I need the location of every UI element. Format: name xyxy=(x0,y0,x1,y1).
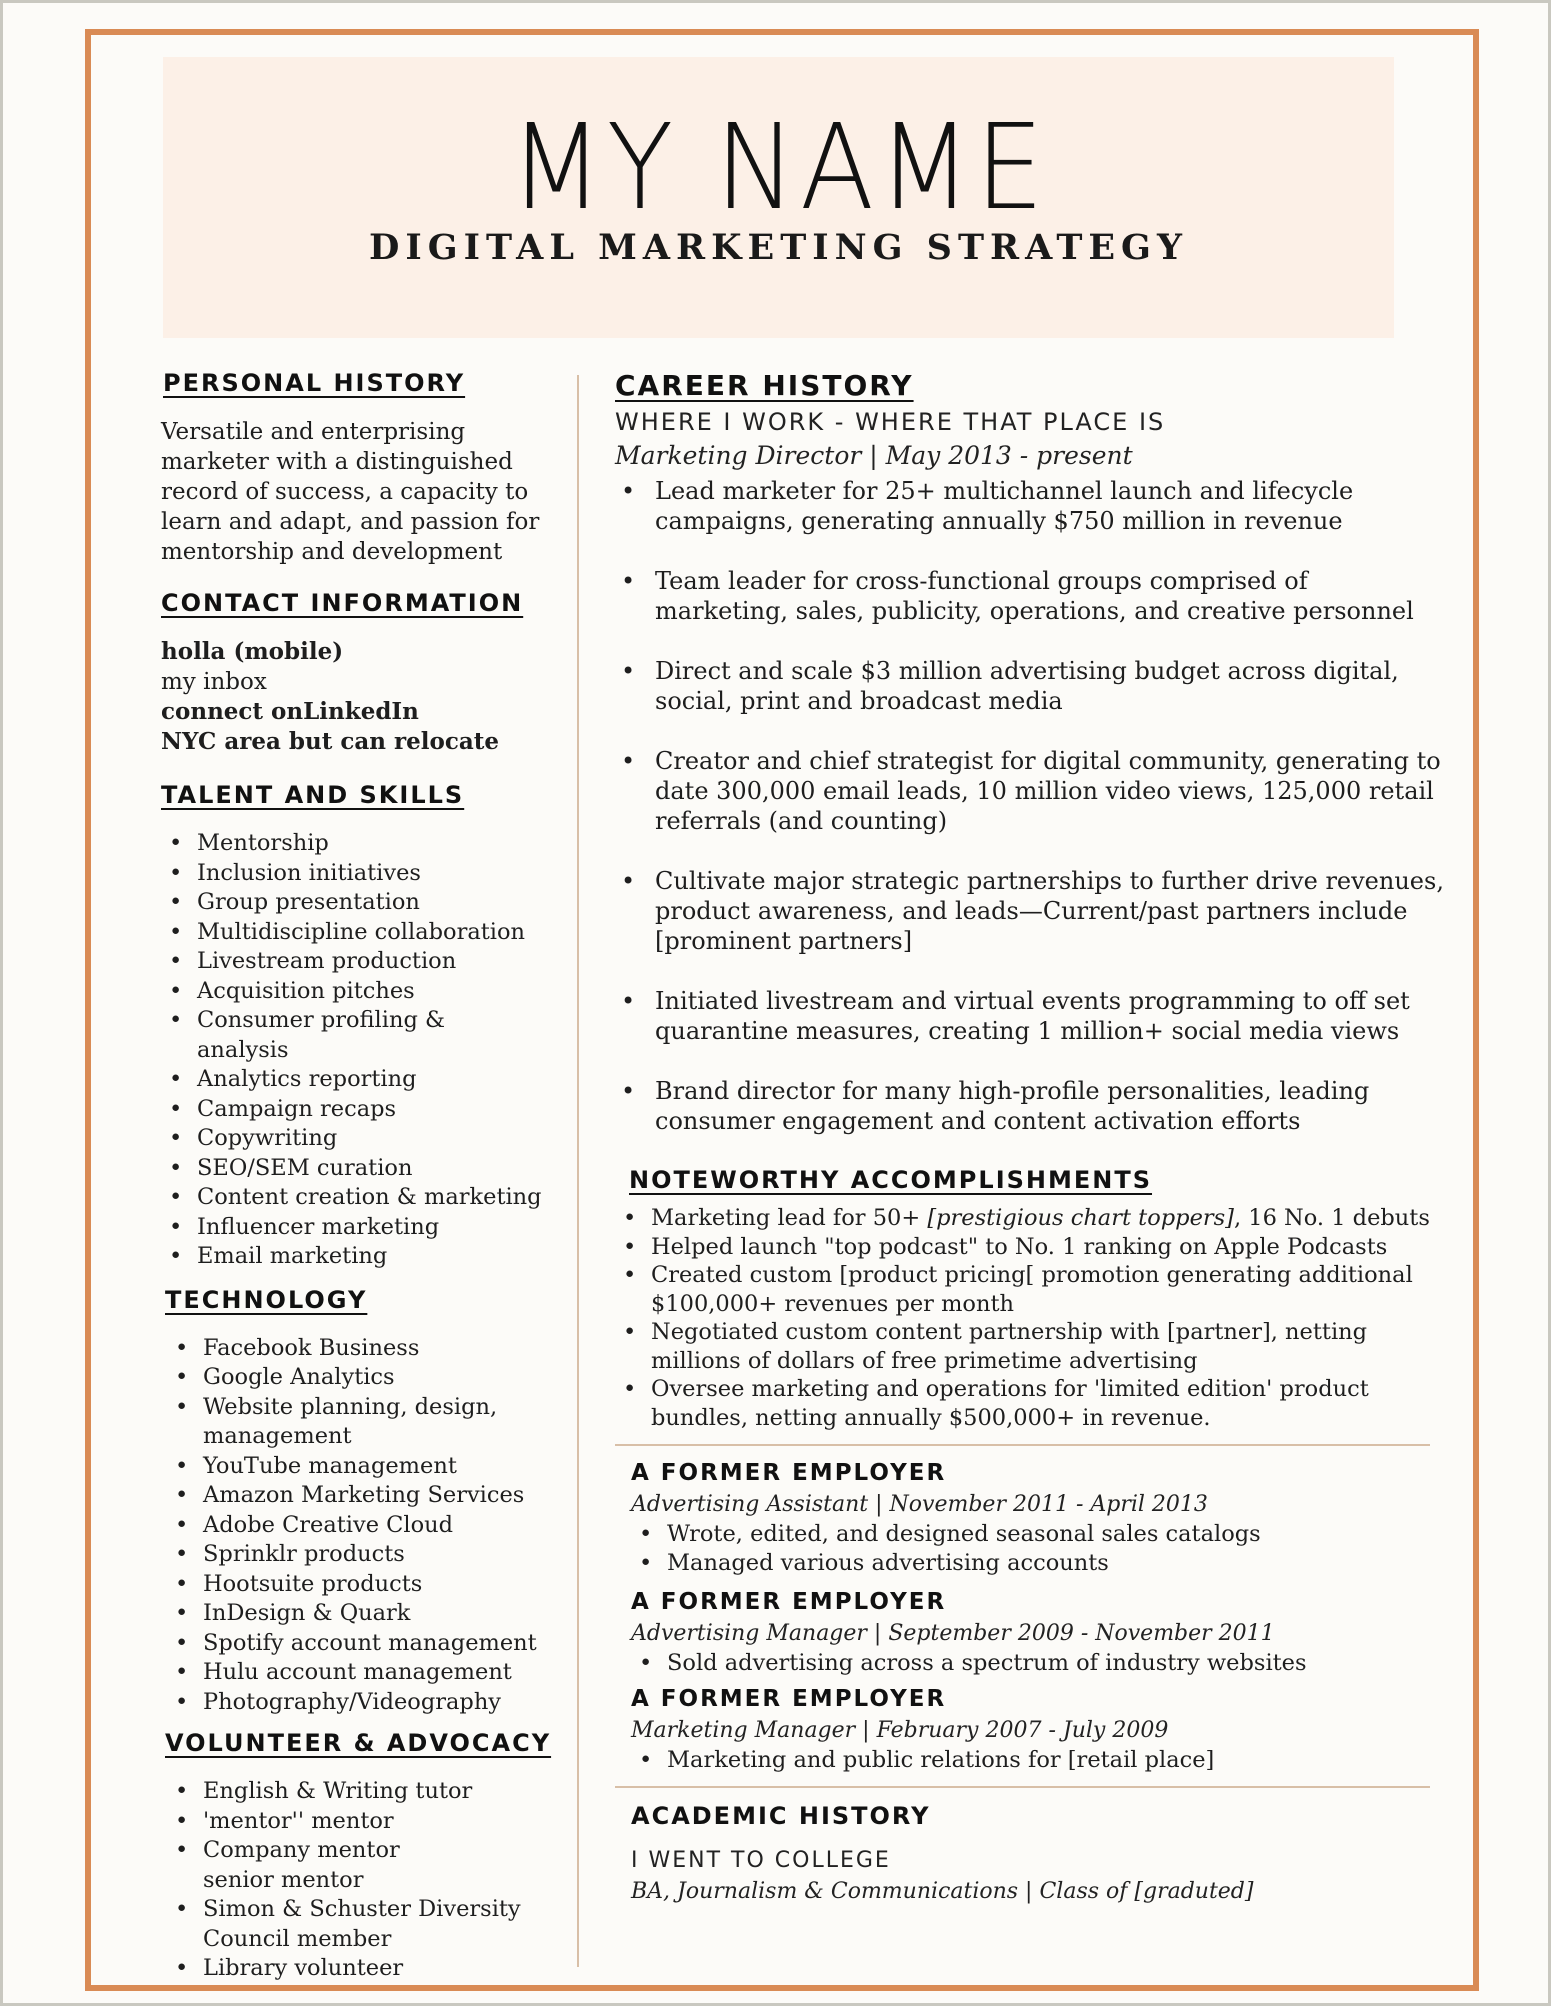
list-item: • Website planning, design, management xyxy=(167,1393,507,1452)
list-item: • InDesign & Quark xyxy=(167,1599,571,1629)
former-employer-2: A FORMER EMPLOYER xyxy=(631,1589,947,1615)
list-item: • Spotify account management xyxy=(167,1629,571,1659)
accomplishment-emphasis: [prestigious chart toppers] xyxy=(927,1205,1234,1231)
former-role-1-bullets xyxy=(631,1520,1447,1577)
list-item: • Amazon Marketing Services xyxy=(167,1481,571,1511)
header-banner xyxy=(163,57,1394,338)
list-item: • Simon & Schuster Diversity Council member xyxy=(167,1895,537,1954)
degree: BA, Journalism & Communications | Class of [graduted] xyxy=(631,1879,1254,1904)
list-item: • Sprinklr products xyxy=(167,1540,571,1570)
list-item: • Mentorship xyxy=(161,829,571,859)
list-item: • Initiated livestream and virtual events programming to off set quarantine measures, creating 1 million+ social media views xyxy=(615,986,1447,1046)
list-item: • Acquisition pitches xyxy=(161,977,571,1007)
list-item: • Cultivate major strategic partnerships to further drive revenues, product awareness, and leads—Current/past partners include [prominent partners] xyxy=(615,866,1447,956)
accomplishment-text: , 16 No. 1 debuts xyxy=(1233,1205,1430,1231)
list-item: • Lead marketer for 25+ multichannel launch and lifecycle campaigns, generating annually $750 million in revenue xyxy=(615,476,1447,536)
list-item: • Brand director for many high-profile personalities, leading consumer engagement and content activation efforts xyxy=(615,1076,1447,1136)
skills-heading: TALENT AND SKILLS xyxy=(161,781,465,809)
list-item xyxy=(615,1204,1447,1233)
list-item: • Library volunteer xyxy=(167,1954,571,1984)
list-item: • Content creation & marketing xyxy=(161,1183,571,1213)
list-item: • Email marketing xyxy=(161,1242,571,1272)
left-column xyxy=(161,369,571,1984)
list-item: • Company mentor senior mentor xyxy=(167,1836,417,1895)
former-employer-3: A FORMER EMPLOYER xyxy=(631,1685,947,1712)
list-item: • Helped launch "top podcast" to No. 1 ranking on Apple Podcasts xyxy=(615,1233,1447,1262)
list-item: • Oversee marketing and operations for 'limited edition' product bundles, netting annually $500,000+ in revenue. xyxy=(615,1375,1447,1432)
list-item: • Negotiated custom content partnership with [partner], netting millions of dollars of free primetime advertising xyxy=(615,1318,1447,1375)
list-item: • Campaign recaps xyxy=(161,1095,571,1125)
list-item: • Hulu account management xyxy=(167,1658,571,1688)
list-item: • English & Writing tutor xyxy=(167,1777,571,1807)
list-item: • Analytics reporting xyxy=(161,1065,571,1095)
list-item: • Managed various advertising accounts xyxy=(631,1549,1447,1578)
accomplishment-text: Marketing lead for 50+ xyxy=(651,1205,928,1231)
list-item: • Inclusion initiatives xyxy=(161,859,571,889)
contact-linkedin: connect onLinkedIn xyxy=(161,698,419,725)
list-item: • Creator and chief strategist for digital community, generating to date 300,000 email leads, 10 million video views, 125,000 retail referrals (and counting) xyxy=(615,746,1447,836)
former-role-3: Marketing Manager | February 2007 - July 2009 xyxy=(631,1717,1169,1743)
list-item: • 'mentor'' mentor xyxy=(167,1807,571,1837)
list-item: • Hootsuite products xyxy=(167,1570,571,1600)
technology-heading: TECHNOLOGY xyxy=(165,1285,368,1314)
contact-list xyxy=(161,637,571,757)
list-item: • Photography/Videography xyxy=(167,1688,571,1718)
list-item: • Group presentation xyxy=(161,888,571,918)
list-item: • Influencer marketing xyxy=(161,1213,571,1243)
list-item: • Created custom [product pricing[ promotion generating additional $100,000+ revenues per month xyxy=(615,1261,1447,1318)
job-title: DIGITAL MARKETING STRATEGY xyxy=(369,227,1188,268)
accomplishments-heading: NOTEWORTHY ACCOMPLISHMENTS xyxy=(629,1166,1153,1194)
contact-email: my inbox xyxy=(161,669,267,695)
current-role: Marketing Director | May 2013 - present xyxy=(615,441,1133,470)
list-item: • Wrote, edited, and designed seasonal sales catalogs xyxy=(631,1520,1447,1549)
list-item: • Team leader for cross-functional groups comprised of marketing, sales, publicity, operations, and creative personnel xyxy=(615,566,1447,626)
volunteer-heading: VOLUNTEER & ADVOCACY xyxy=(165,1729,552,1757)
college-name: I WENT TO COLLEGE xyxy=(631,1848,891,1873)
personal-history-heading: PERSONAL HISTORY xyxy=(163,369,466,397)
list-item: • Google Analytics xyxy=(167,1363,571,1393)
academic-heading: ACADEMIC HISTORY xyxy=(631,1802,931,1830)
list-item: • Copywriting xyxy=(161,1124,571,1154)
contact-heading: CONTACT INFORMATION xyxy=(161,589,524,617)
list-item: • Facebook Business xyxy=(167,1334,571,1364)
former-employer-1: A FORMER EMPLOYER xyxy=(631,1460,947,1486)
former-role-2: Advertising Manager | September 2009 - November 2011 xyxy=(631,1621,1275,1646)
former-role-1: Advertising Assistant | November 2011 - April 2013 xyxy=(631,1492,1208,1517)
skills-list xyxy=(161,829,571,1272)
list-item: • YouTube management xyxy=(167,1452,571,1482)
accomplishments-list xyxy=(615,1204,1447,1432)
section-divider xyxy=(615,1786,1430,1788)
personal-history-text: Versatile and enterprising marketer with a distinguished record of success, a capacity to learn and adapt, and passion for mentorship and development xyxy=(161,419,540,565)
technology-list xyxy=(167,1334,571,1718)
former-role-3-bullets xyxy=(631,1746,1447,1775)
workplace: WHERE I WORK - WHERE THAT PLACE IS xyxy=(615,408,1166,436)
column-divider xyxy=(577,375,579,1967)
name-title: MY NAME xyxy=(509,98,1048,236)
list-item: • Livestream production xyxy=(161,947,571,977)
section-divider xyxy=(615,1444,1430,1446)
contact-phone: holla (mobile) xyxy=(161,638,344,665)
current-role-bullets xyxy=(615,476,1447,1136)
right-column xyxy=(615,369,1447,1907)
list-item: • Multidiscipline collaboration xyxy=(161,918,571,948)
list-item: • SEO/SEM curation xyxy=(161,1154,571,1184)
list-item: • Adobe Creative Cloud xyxy=(167,1511,571,1541)
volunteer-list xyxy=(167,1777,571,1984)
former-role-2-bullets xyxy=(631,1649,1447,1678)
career-history-heading: CAREER HISTORY xyxy=(615,369,914,402)
list-item: • Sold advertising across a spectrum of industry websites xyxy=(631,1649,1447,1678)
list-item: • Marketing and public relations for [retail place] xyxy=(631,1746,1447,1775)
list-item: • Consumer profiling & analysis xyxy=(161,1006,481,1065)
list-item: • Direct and scale $3 million advertising budget across digital, social, print and broadcast media xyxy=(615,656,1447,716)
contact-location: NYC area but can relocate xyxy=(161,728,499,755)
